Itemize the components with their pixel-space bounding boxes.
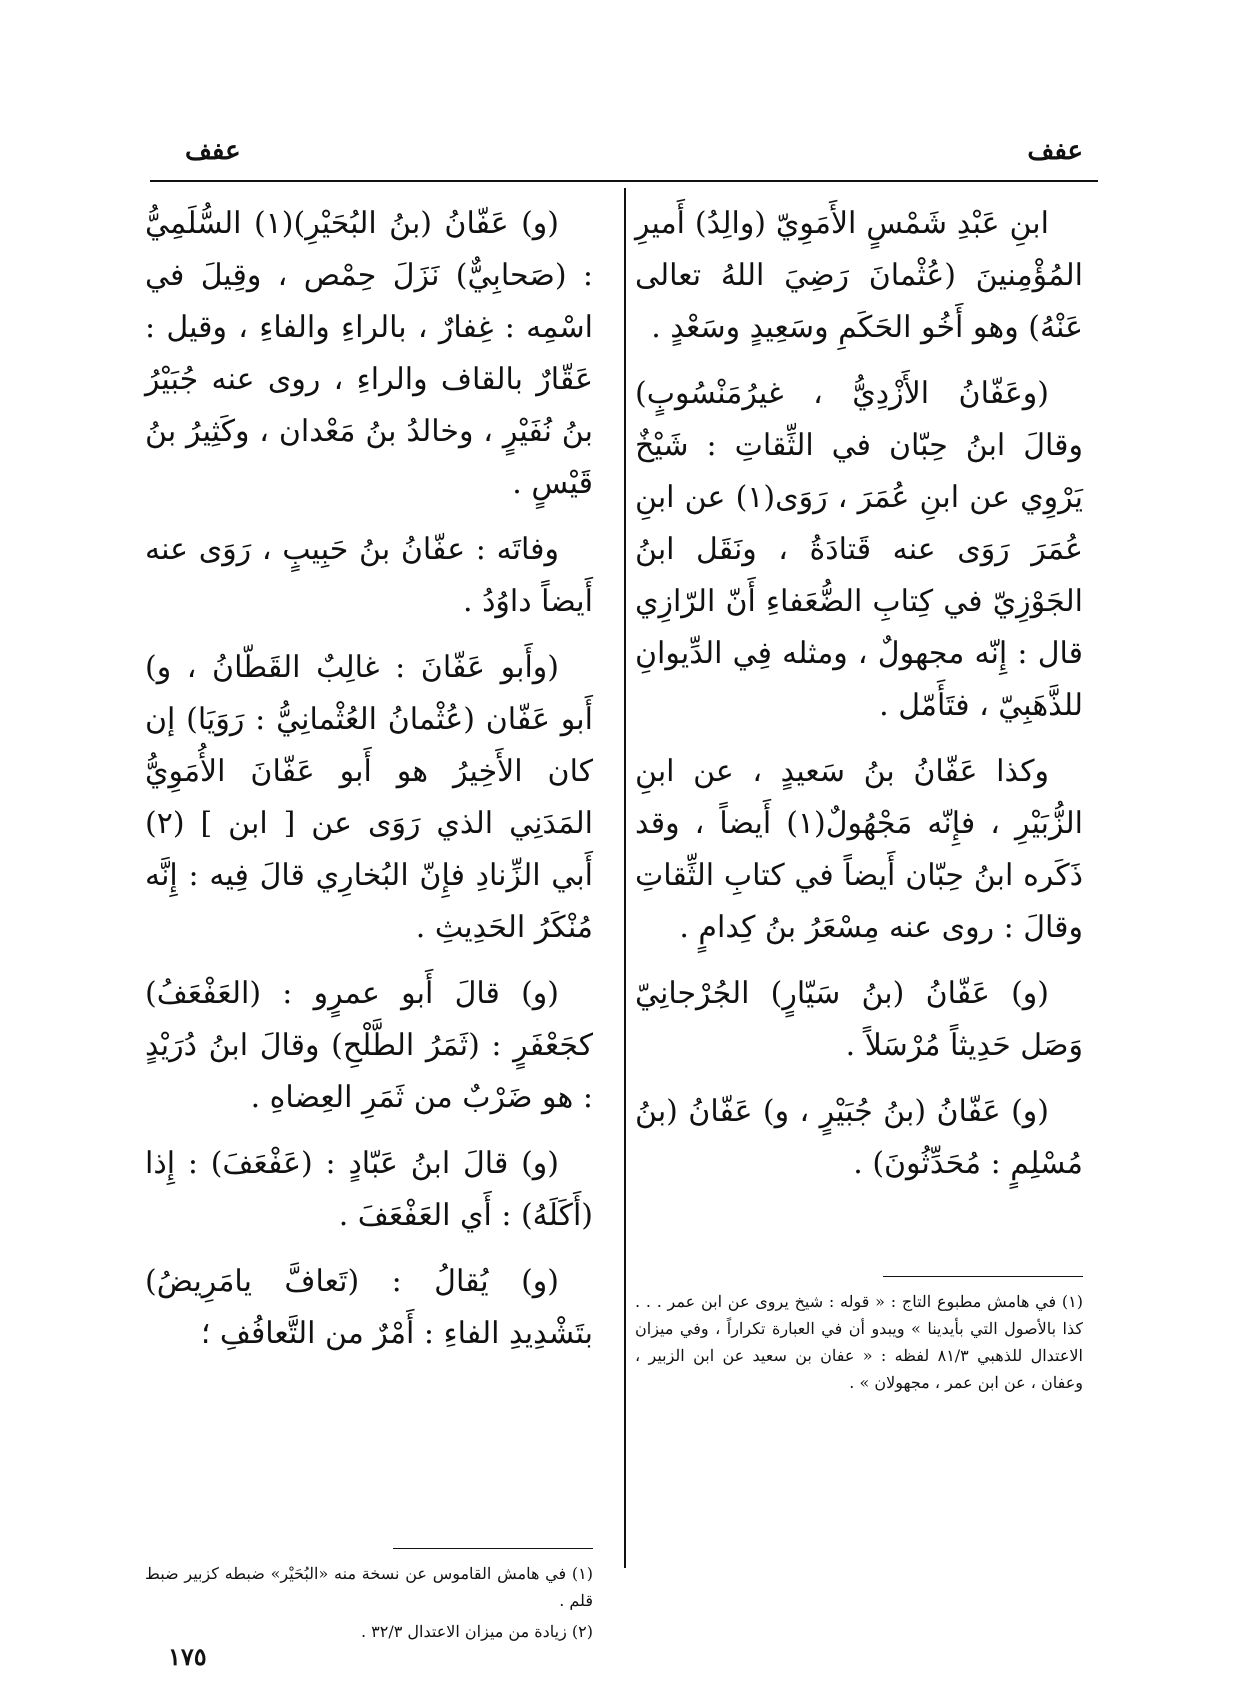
entry-paragraph: ابنِ عَبْدِ شَمْسٍ الأَمَوِيّ (والِدُ) أَميرِ المُؤْمِنينَ (عُثْمانَ رَضِيَ اللهُ تعالى عَنْهُ) وهو أَخُو الحَكَمِ وسَعِيدٍ وسَعْدٍ .	[635, 206, 1083, 345]
header-left-word: عفف	[185, 136, 241, 166]
footnotes-right	[635, 1288, 1083, 1400]
entry-paragraph: (وأَبو عَفّانَ : غالِبٌ القَطّانُ ، و) أَبو عَفّان (عُثْمانُ العُثْمانِيُّ : رَوَيَا) إن كان الأَخِيرُ هو أَبو عَفّانَ الأُمَوِيُّ المَدَنِي الذي رَوَى عن [ ابن ] (٢) أَبي الزِّنادِ فإِنّ البُخارِي قالَ فِيه : إِنَّه مُنْكَرُ الحَدِيثِ .	[145, 650, 593, 945]
footnote-rule-left	[393, 1548, 593, 1549]
entry-paragraph: (و) يُقالُ : (تَعافَّ يامَرِيضُ) بتَشْدِيدِ الفاءِ : أَمْرٌ من التَّعافُفِ ؛	[145, 1264, 593, 1351]
footnote: (١) في هامش مطبوع التاج : « قوله : شيخ يروى عن ابن عمر . . . كذا بالأصول التي بأيدينا » ويبدو أن في العبارة تكراراً ، وفي ميزان الاعتدال للذهبي ٨١/٣ لفظه : « عفان بن سعيد عن ابن الزبير ، وعفان ، عن ابن عمر ، مجهولان » .	[635, 1292, 1084, 1392]
entry-paragraph: (و) عَفّانُ (بنُ جُبَيْرٍ ، و) عَفّانُ (بنُ مُسْلِمٍ : مُحَدِّثُونَ) .	[635, 1094, 1083, 1181]
entry-paragraph: وفاتَه : عفّانُ بنُ حَبِيبٍ ، رَوَى عنه أَيضاً داوُدُ .	[145, 532, 593, 619]
left-column	[145, 198, 593, 1374]
entry-paragraph: (و) قالَ ابنُ عَبّادٍ : (عَفْعَفَ) : إِذا (أَكَلَهُ) : أَي العَفْعَفَ .	[145, 1146, 593, 1233]
column-divider	[624, 188, 626, 1568]
entry-paragraph: (و) قالَ أَبو عمرٍو : (العَفْعَفُ) كجَعْفَرٍ : (ثَمَرُ الطَّلْحِ) وقالَ ابنُ دُرَيْدٍ : هو ضَرْبٌ من ثَمَرِ العِضاهِ .	[145, 976, 593, 1115]
entry-paragraph: (و) عَفّانُ (بنُ البُحَيْرِ)(١) السُّلَمِيُّ : (صَحابِيٌّ) نَزَلَ حِمْص ، وقِيلَ في اسْمِه : غِفارٌ ، بالراءِ والفاءِ ، وقيل : عَقّارٌ بالقاف والراءِ ، روى عنه جُبَيْرُ بنُ نُفَيْرٍ ، وخالدُ بنُ مَعْدان ، وكَثِيرُ بنُ قَيْسٍ .	[145, 206, 593, 501]
footnotes-left	[145, 1560, 593, 1649]
header-rule	[150, 180, 1098, 182]
footnote: (١) في هامش القاموس عن نسخة منه «البُحَيْر» ضبطه كزبير ضبط قلم .	[145, 1564, 593, 1610]
footnote-rule-right	[883, 1276, 1083, 1277]
page-number: ١٧٥	[168, 1642, 207, 1671]
entry-paragraph: (و) عَفّانُ (بنُ سَيّارٍ) الجُرْجانِيّ وَصَل حَدِيثاً مُرْسَلاً .	[635, 976, 1083, 1063]
footnote: (٢) زيادة من ميزان الاعتدال ٣٢/٣ .	[360, 1622, 593, 1641]
entry-paragraph: وكذا عَفّانُ بنُ سَعيدٍ ، عن ابنِ الزُّبَيْرِ ، فإِنّه مَجْهُولٌ(١) أَيضاً ، وقد ذَكَره ابنُ حِبّان أَيضاً في كتابِ الثِّقاتِ وقالَ : روى عنه مِسْعَرُ بنُ كِدامٍ .	[635, 754, 1083, 945]
header-right-word: عفف	[1027, 136, 1083, 166]
right-column	[635, 198, 1083, 1204]
entry-paragraph: (وعَفّانُ الأَزْدِيُّ ، غيرُمَنْسُوبٍ) وقالَ ابنُ حِبّان في الثِّقاتِ : شَيْخٌ يَرْوِي عن ابنِ عُمَرَ ، رَوَى(١) عن ابنِ عُمَرَ رَوَى عنه قَتادَةُ ، ونَقَل ابنُ الجَوْزِيّ في كِتابِ الضُّعَفاءِ أَنّ الرّازِي قال : إِنّه مجهولٌ ، ومثله فِي الدِّيوانِ للذَّهَبِيّ ، فتَأَمّل .	[635, 376, 1083, 723]
